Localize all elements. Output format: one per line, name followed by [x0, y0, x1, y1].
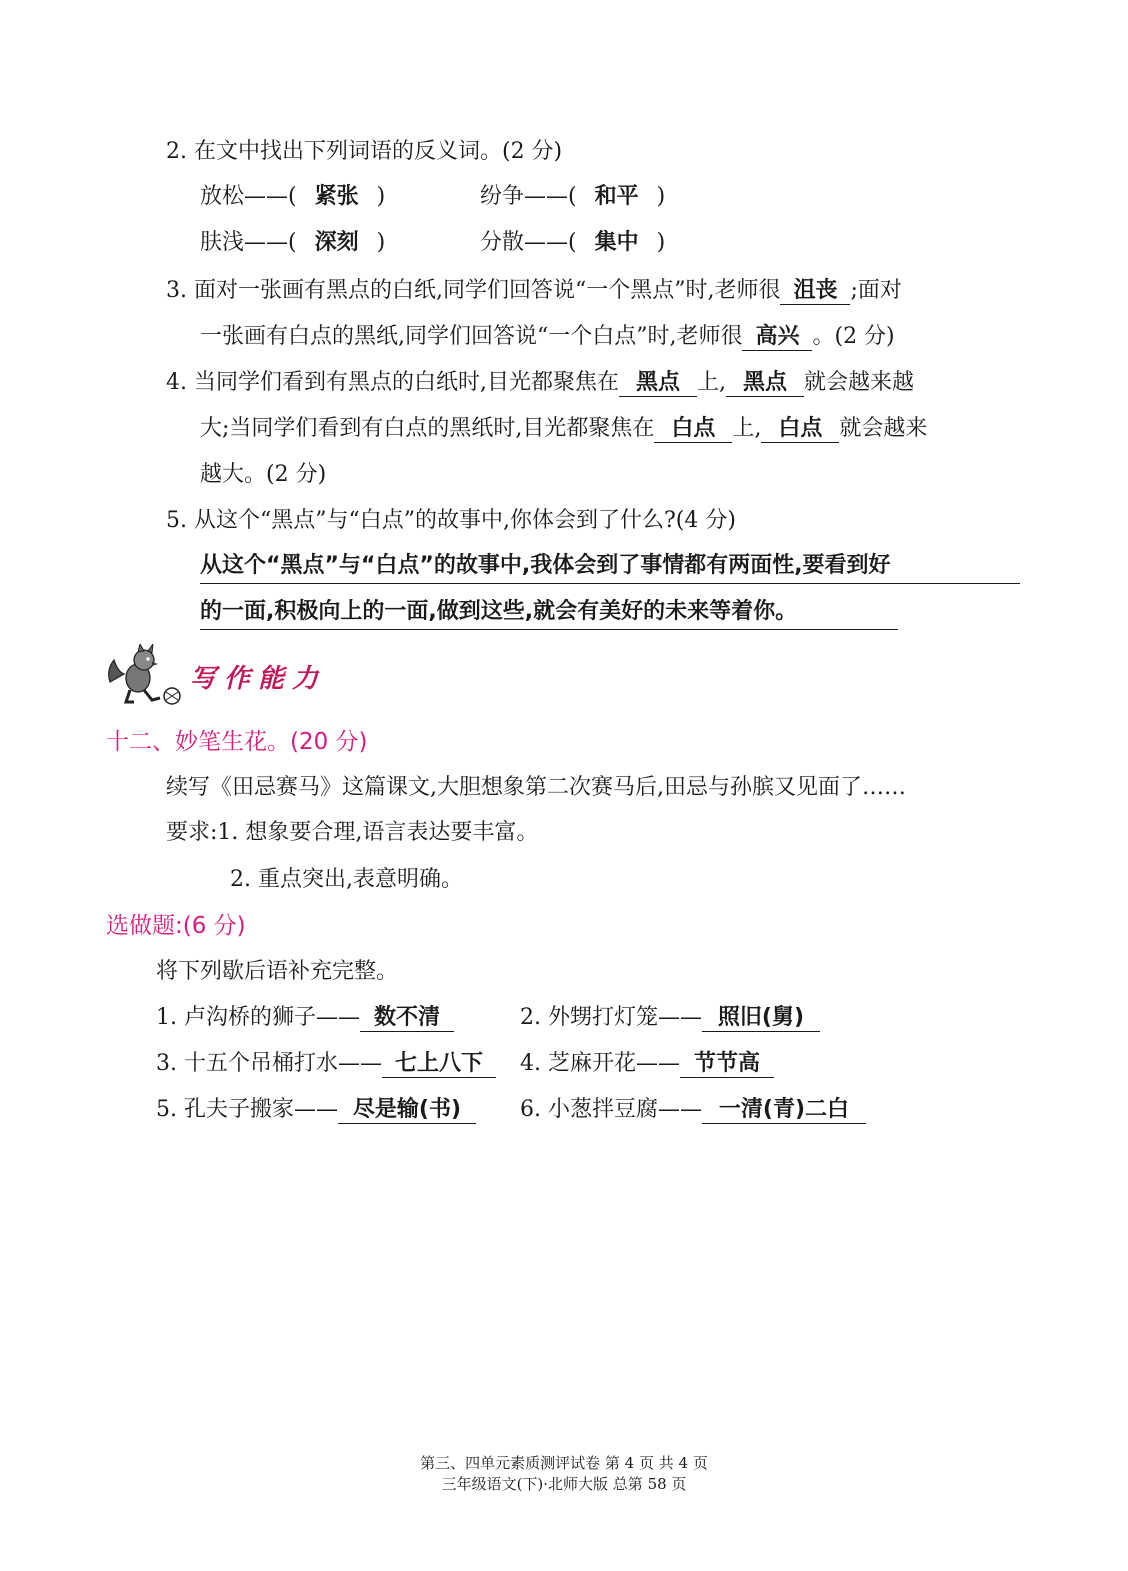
q4-text: 大;当同学们看到有白点的黑纸时,目光都聚焦在 [200, 416, 655, 441]
paren-close: ) [656, 230, 666, 255]
q4-line-2 [200, 414, 927, 444]
paren-close: ) [376, 184, 386, 209]
q4-line-3: 越大。(2 分) [200, 462, 327, 487]
footer-line-1: 第三、四单元素质测评试卷 第 4 页 共 4 页 [420, 1454, 708, 1472]
idiom-label: 1. 卢沟桥的狮子—— [156, 1005, 360, 1030]
idiom-label: 6. 小葱拌豆腐—— [520, 1097, 702, 1122]
q5-answer-line-1: 从这个“黑点”与“白点”的故事中,我体会到了事情都有两面性,要看到好 [200, 551, 1020, 584]
idiom-item-2 [520, 1003, 820, 1033]
paren-close: ) [376, 230, 386, 255]
q4-answer-1: 黑点 [619, 370, 697, 397]
fox-mascot-icon [104, 644, 186, 706]
idiom-label: 4. 芝麻开花—— [520, 1051, 680, 1076]
q5-stem: 5. 从这个“黑点”与“白点”的故事中,你体会到了什么?(4 分) [166, 508, 736, 533]
q3-answer-2: 高兴 [742, 324, 812, 351]
section-title: 写作能力 [190, 664, 327, 694]
idiom-item-6 [520, 1095, 866, 1125]
idiom-answer: 尽是输(书) [338, 1097, 476, 1124]
antonym-word: 肤浅——( [200, 230, 297, 255]
antonym-pair-1 [200, 182, 385, 212]
idiom-answer: 一清(青)二白 [702, 1097, 866, 1124]
q4-text: 就会越来越 [803, 370, 914, 395]
q3-text: ;面对 [850, 278, 902, 303]
idiom-answer: 七上八下 [382, 1051, 496, 1078]
q12-requirement-1: 要求:1. 想象要合理,语言表达要丰富。 [166, 820, 539, 845]
idiom-item-5 [156, 1095, 476, 1125]
idiom-answer: 照旧(舅) [702, 1005, 820, 1032]
antonym-word: 纷争——( [480, 184, 577, 209]
q4-answer-4: 白点 [761, 416, 839, 443]
q12-requirement-2: 2. 重点突出,表意明确。 [230, 867, 463, 892]
q3-text: 3. 面对一张画有黑点的白纸,同学们回答说“一个黑点”时,老师很 [166, 278, 781, 303]
idiom-answer: 数不清 [360, 1005, 454, 1032]
idiom-item-4 [520, 1049, 774, 1079]
antonym-answer: 紧张 [314, 184, 359, 209]
paren-close: ) [656, 184, 666, 209]
q3-text: 。(2 分) [812, 324, 895, 349]
antonym-answer: 集中 [594, 230, 639, 255]
footer-line-2: 三年级语文(下)·北师大版 总第 58 页 [441, 1475, 687, 1493]
q5-answer-line-2: 的一面,积极向上的一面,做到这些,就会有美好的未来等着你。 [200, 597, 898, 630]
antonym-answer: 深刻 [314, 230, 359, 255]
idiom-item-1 [156, 1003, 454, 1033]
q4-line-1 [166, 368, 914, 398]
antonym-pair-2 [480, 182, 665, 212]
q4-answer-3: 白点 [654, 416, 732, 443]
optional-intro: 将下列歇后语补充完整。 [156, 959, 399, 984]
q4-text: 上, [696, 370, 726, 395]
idiom-label: 5. 孔夫子搬家—— [156, 1097, 338, 1122]
q4-text: 4. 当同学们看到有黑点的白纸时,目光都聚焦在 [166, 370, 619, 395]
idiom-label: 3. 十五个吊桶打水—— [156, 1051, 382, 1076]
q4-text: 就会越来 [839, 416, 928, 441]
q3-answer-1: 沮丧 [780, 278, 850, 305]
q3-line-2 [200, 322, 895, 352]
antonym-pair-4 [480, 228, 665, 258]
antonym-word: 放松——( [200, 184, 297, 209]
q4-answer-2: 黑点 [726, 370, 804, 397]
idiom-item-3 [156, 1049, 496, 1079]
q3-line-1 [166, 276, 902, 306]
antonym-pair-3 [200, 228, 385, 258]
q12-prompt: 续写《田忌赛马》这篇课文,大胆想象第二次赛马后,田忌与孙膑又见面了…… [166, 775, 906, 800]
q12-title: 十二、妙笔生花。(20 分) [106, 729, 368, 755]
antonym-answer: 和平 [594, 184, 639, 209]
q2-stem: 2. 在文中找出下列词语的反义词。(2 分) [166, 139, 563, 164]
idiom-answer: 节节高 [680, 1051, 774, 1078]
q4-text: 上, [732, 416, 762, 441]
antonym-word: 分散——( [480, 230, 577, 255]
q3-text: 一张画有白点的黑纸,同学们回答说“一个白点”时,老师很 [200, 324, 743, 349]
idiom-label: 2. 外甥打灯笼—— [520, 1005, 702, 1030]
optional-title: 选做题:(6 分) [106, 913, 246, 939]
